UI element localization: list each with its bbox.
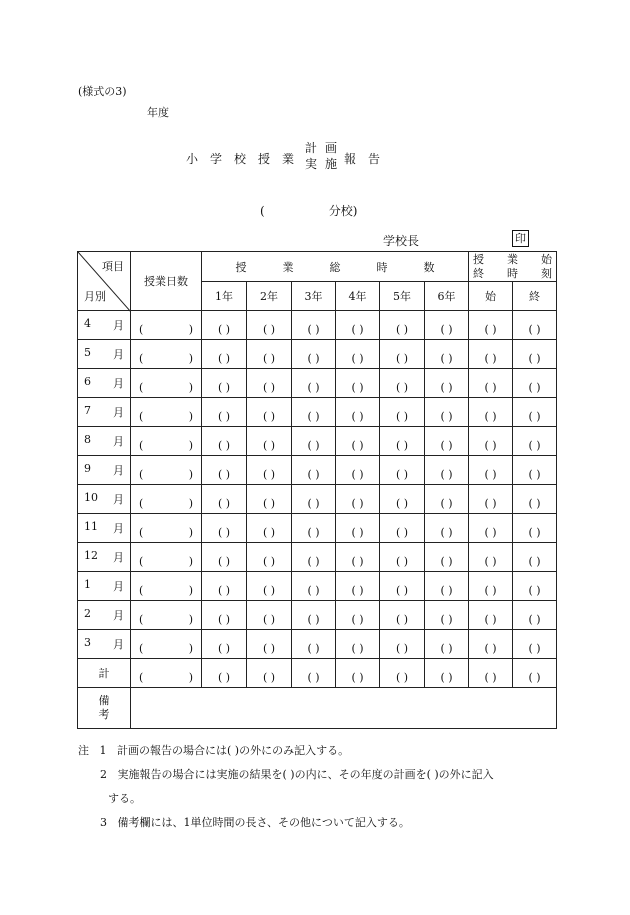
grade-hours-cell[interactable]: ( ) <box>292 630 336 659</box>
end-time-cell[interactable]: ( ) <box>513 369 557 398</box>
month-label: 6 月 <box>78 369 131 398</box>
grade-hours-cell[interactable]: ( ) <box>247 514 292 543</box>
month-label: 11 月 <box>78 514 131 543</box>
grade-hours-cell[interactable]: ( ) <box>336 398 380 427</box>
total-days-cell[interactable]: ( ) <box>131 659 202 688</box>
grade-hours-cell[interactable]: ( ) <box>247 369 292 398</box>
grade-hours-cell[interactable]: ( ) <box>425 456 469 485</box>
grade-hours-cell[interactable]: ( ) <box>247 630 292 659</box>
grade-hours-cell[interactable]: ( ) <box>336 572 380 601</box>
grade-hours-cell[interactable]: ( ) <box>202 485 247 514</box>
total-hours-cell[interactable]: ( ) <box>247 659 292 688</box>
school-days-cell[interactable]: ( ) <box>131 456 202 485</box>
grade-hours-cell[interactable]: ( ) <box>336 311 380 340</box>
grade-hours-cell[interactable]: ( ) <box>292 311 336 340</box>
grade-hours-cell[interactable]: ( ) <box>380 340 425 369</box>
start-time-cell[interactable]: ( ) <box>469 630 513 659</box>
header-month: 月別 <box>84 290 106 303</box>
grade-hours-cell[interactable]: ( ) <box>247 340 292 369</box>
grade-hours-cell[interactable]: ( ) <box>336 485 380 514</box>
grade-hours-cell[interactable]: ( ) <box>292 514 336 543</box>
month-row <box>78 543 557 572</box>
grade-hours-cell[interactable]: ( ) <box>202 601 247 630</box>
school-days-cell[interactable]: ( ) <box>131 369 202 398</box>
month-row <box>78 369 557 398</box>
grade-hours-cell[interactable]: ( ) <box>380 572 425 601</box>
branch-label: 分校) <box>328 204 358 218</box>
grade-hours-cell[interactable]: ( ) <box>380 601 425 630</box>
grade-hours-cell[interactable]: ( ) <box>380 485 425 514</box>
start-time-cell[interactable]: ( ) <box>469 485 513 514</box>
header-total-hours: 授 業 総 時 数 <box>202 252 469 282</box>
title-char: 告 <box>368 152 381 166</box>
grade-hours-cell[interactable]: ( ) <box>425 311 469 340</box>
title-char: 報 <box>344 152 357 166</box>
month-label: 3 月 <box>78 630 131 659</box>
month-label: 7 月 <box>78 398 131 427</box>
school-days-cell[interactable]: ( ) <box>131 340 202 369</box>
branch-school-line <box>260 202 357 219</box>
total-time-cell[interactable]: ( ) <box>469 659 513 688</box>
grade-hours-cell[interactable]: ( ) <box>202 427 247 456</box>
header-grade: 1年 <box>202 282 247 311</box>
grade-hours-cell[interactable]: ( ) <box>202 572 247 601</box>
note-3: 3 備考欄には、1単位時間の長さ、その他について記入する。 <box>100 816 410 829</box>
grade-hours-cell[interactable]: ( ) <box>425 485 469 514</box>
total-hours-cell[interactable]: ( ) <box>336 659 380 688</box>
grade-hours-cell[interactable]: ( ) <box>425 340 469 369</box>
header-start: 始 <box>469 282 513 311</box>
grade-hours-cell[interactable]: ( ) <box>202 398 247 427</box>
title-char: 校 <box>234 152 247 166</box>
start-time-cell[interactable]: ( ) <box>469 456 513 485</box>
header-grade: 2年 <box>247 282 292 311</box>
grade-hours-cell[interactable]: ( ) <box>292 398 336 427</box>
grade-hours-cell[interactable]: ( ) <box>336 340 380 369</box>
month-row <box>78 311 557 340</box>
grade-hours-cell[interactable]: ( ) <box>336 630 380 659</box>
grade-hours-cell[interactable]: ( ) <box>247 427 292 456</box>
grade-hours-cell[interactable]: ( ) <box>292 340 336 369</box>
title-plan: 計画 <box>305 141 346 155</box>
header-grade: 4年 <box>336 282 380 311</box>
grade-hours-cell[interactable]: ( ) <box>425 601 469 630</box>
note-2-continued: する。 <box>108 792 141 805</box>
grade-hours-cell[interactable]: ( ) <box>425 369 469 398</box>
month-label: 9 月 <box>78 456 131 485</box>
school-days-cell[interactable]: ( ) <box>131 485 202 514</box>
end-time-cell[interactable]: ( ) <box>513 572 557 601</box>
grade-hours-cell[interactable]: ( ) <box>425 514 469 543</box>
grade-hours-cell[interactable]: ( ) <box>380 514 425 543</box>
school-days-cell[interactable]: ( ) <box>131 543 202 572</box>
grade-hours-cell[interactable]: ( ) <box>380 427 425 456</box>
grade-hours-cell[interactable]: ( ) <box>292 369 336 398</box>
grade-hours-cell[interactable]: ( ) <box>292 456 336 485</box>
month-row <box>78 427 557 456</box>
end-time-cell[interactable]: ( ) <box>513 485 557 514</box>
school-days-cell[interactable]: ( ) <box>131 601 202 630</box>
grade-hours-cell[interactable]: ( ) <box>202 630 247 659</box>
grade-hours-cell[interactable]: ( ) <box>336 369 380 398</box>
header-grade: 3年 <box>292 282 336 311</box>
total-hours-cell[interactable]: ( ) <box>380 659 425 688</box>
month-label: 10 月 <box>78 485 131 514</box>
total-time-cell[interactable]: ( ) <box>513 659 557 688</box>
total-label: 計 <box>78 659 131 688</box>
grade-hours-cell[interactable]: ( ) <box>292 572 336 601</box>
title-char: 授 <box>258 152 271 166</box>
start-time-cell[interactable]: ( ) <box>469 340 513 369</box>
school-days-cell[interactable]: ( ) <box>131 398 202 427</box>
school-days-cell[interactable]: ( ) <box>131 427 202 456</box>
end-time-cell[interactable]: ( ) <box>513 311 557 340</box>
end-time-cell[interactable]: ( ) <box>513 456 557 485</box>
month-label: 8 月 <box>78 427 131 456</box>
grade-hours-cell[interactable]: ( ) <box>247 601 292 630</box>
month-row <box>78 340 557 369</box>
grade-hours-cell[interactable]: ( ) <box>202 311 247 340</box>
end-time-cell[interactable]: ( ) <box>513 630 557 659</box>
remarks-field[interactable] <box>131 688 557 729</box>
grade-hours-cell[interactable]: ( ) <box>380 456 425 485</box>
grade-hours-cell[interactable]: ( ) <box>336 514 380 543</box>
grade-hours-cell[interactable]: ( ) <box>247 398 292 427</box>
month-row <box>78 630 557 659</box>
grade-hours-cell[interactable]: ( ) <box>380 369 425 398</box>
grade-hours-cell[interactable]: ( ) <box>202 514 247 543</box>
plan-or-implementation <box>305 140 345 172</box>
month-label: 4 月 <box>78 311 131 340</box>
month-row <box>78 398 557 427</box>
document-title-left <box>186 150 306 167</box>
header-start-end-time: 授 業 始 終 時 刻 <box>469 252 557 282</box>
start-time-cell[interactable]: ( ) <box>469 311 513 340</box>
total-hours-cell[interactable]: ( ) <box>425 659 469 688</box>
grade-hours-cell[interactable]: ( ) <box>425 427 469 456</box>
grade-hours-cell[interactable]: ( ) <box>247 456 292 485</box>
total-hours-cell[interactable]: ( ) <box>202 659 247 688</box>
grade-hours-cell[interactable]: ( ) <box>380 630 425 659</box>
grade-hours-cell[interactable]: ( ) <box>202 543 247 572</box>
title-char: 学 <box>210 152 223 166</box>
month-label: 5 月 <box>78 340 131 369</box>
total-hours-cell[interactable]: ( ) <box>292 659 336 688</box>
form-number: (様式の3) <box>78 85 127 98</box>
end-time-cell[interactable]: ( ) <box>513 340 557 369</box>
month-label: 1 月 <box>78 572 131 601</box>
header-school-days: 授業日数 <box>131 252 202 311</box>
grade-hours-cell[interactable]: ( ) <box>380 543 425 572</box>
grade-hours-cell[interactable]: ( ) <box>336 427 380 456</box>
end-time-cell[interactable]: ( ) <box>513 543 557 572</box>
title-implementation: 実施 <box>305 157 346 171</box>
month-label: 12 月 <box>78 543 131 572</box>
start-time-cell[interactable]: ( ) <box>469 543 513 572</box>
end-time-cell[interactable]: ( ) <box>513 427 557 456</box>
grade-hours-cell[interactable]: ( ) <box>292 427 336 456</box>
school-days-cell[interactable]: ( ) <box>131 572 202 601</box>
fiscal-year-label: 年度 <box>147 106 169 119</box>
grade-hours-cell[interactable]: ( ) <box>336 601 380 630</box>
grade-hours-cell[interactable]: ( ) <box>292 601 336 630</box>
end-time-cell[interactable]: ( ) <box>513 514 557 543</box>
school-days-cell[interactable]: ( ) <box>131 311 202 340</box>
school-days-cell[interactable]: ( ) <box>131 514 202 543</box>
document-title-right <box>344 150 392 167</box>
month-row <box>78 514 557 543</box>
grade-hours-cell[interactable]: ( ) <box>247 572 292 601</box>
start-time-cell[interactable]: ( ) <box>469 601 513 630</box>
grade-hours-cell[interactable]: ( ) <box>247 485 292 514</box>
end-time-cell[interactable]: ( ) <box>513 601 557 630</box>
start-time-cell[interactable]: ( ) <box>469 572 513 601</box>
header-end: 終 <box>513 282 557 311</box>
remarks-label: 備考 <box>78 688 131 729</box>
diagonal-header-cell <box>78 252 131 311</box>
header-item: 項目 <box>102 260 124 273</box>
grade-hours-cell[interactable]: ( ) <box>380 311 425 340</box>
grade-hours-cell[interactable]: ( ) <box>425 543 469 572</box>
note-1: 注 1 計画の報告の場合には( )の外にのみ記入する。 <box>78 744 350 757</box>
grade-hours-cell[interactable]: ( ) <box>202 369 247 398</box>
header-grade: 6年 <box>425 282 469 311</box>
month-row <box>78 456 557 485</box>
lesson-report-table <box>77 251 557 729</box>
end-time-cell[interactable]: ( ) <box>513 398 557 427</box>
grade-hours-cell[interactable]: ( ) <box>292 543 336 572</box>
grade-hours-cell[interactable]: ( ) <box>380 398 425 427</box>
grade-hours-cell[interactable]: ( ) <box>202 340 247 369</box>
title-char: 小 <box>186 152 199 166</box>
remarks-row <box>78 688 557 729</box>
grade-hours-cell[interactable]: ( ) <box>425 630 469 659</box>
month-row <box>78 572 557 601</box>
seal-stamp: 印 <box>512 230 529 247</box>
grade-hours-cell[interactable]: ( ) <box>202 456 247 485</box>
school-days-cell[interactable]: ( ) <box>131 630 202 659</box>
start-time-cell[interactable]: ( ) <box>469 369 513 398</box>
header-grade: 5年 <box>380 282 425 311</box>
month-label: 2 月 <box>78 601 131 630</box>
total-row <box>78 659 557 688</box>
grade-hours-cell[interactable]: ( ) <box>336 543 380 572</box>
principal-label: 学校長 <box>383 234 420 248</box>
start-time-cell[interactable]: ( ) <box>469 514 513 543</box>
grade-hours-cell[interactable]: ( ) <box>247 311 292 340</box>
start-time-cell[interactable]: ( ) <box>469 427 513 456</box>
branch-open-paren: ( <box>260 204 265 218</box>
notes-section <box>78 739 568 835</box>
grade-hours-cell[interactable]: ( ) <box>247 543 292 572</box>
grade-hours-cell[interactable]: ( ) <box>336 456 380 485</box>
title-char: 業 <box>282 152 295 166</box>
month-row <box>78 485 557 514</box>
grade-hours-cell[interactable]: ( ) <box>425 398 469 427</box>
grade-hours-cell[interactable]: ( ) <box>425 572 469 601</box>
note-2: 2 実施報告の場合には実施の結果を( )の内に、その年度の計画を( )の外に記入 <box>100 768 494 781</box>
month-row <box>78 601 557 630</box>
start-time-cell[interactable]: ( ) <box>469 398 513 427</box>
grade-hours-cell[interactable]: ( ) <box>292 485 336 514</box>
